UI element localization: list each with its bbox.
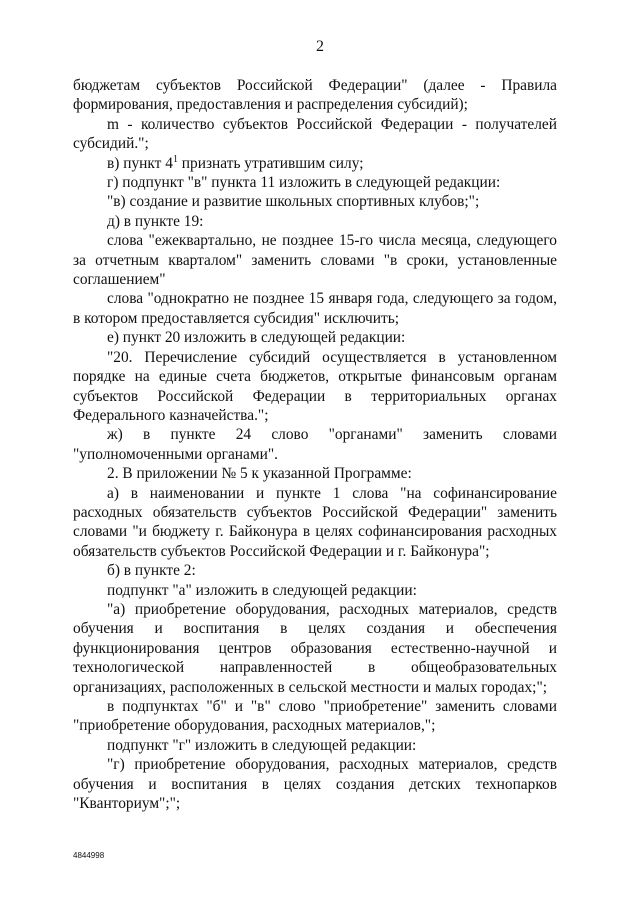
paragraph: m - количество субъектов Российской Федерации - получателей субсидий."; [73,115,557,153]
paragraph: слова "однократно не позднее 15 января года, следующего за годом, в котором предоставляется субсидия" исключить; [73,290,557,327]
paragraph: бюджетам субъектов Российской Федерации" (далее - Правила формирования, предоставления и распределения субсидий); [73,77,557,114]
paragraph: б) в пункте 2: [107,562,196,580]
paragraph: слова "ежеквартально, не позднее 15-го числа месяца, следующего за отчетным кварталом" заменить словами "в сроки, установленные соглашением" [73,232,557,289]
paragraph: "г) приобретение оборудования, расходных материалов, средств обучения и воспитания в целях создания детских технопарков "Кванториум";"; [73,756,557,813]
superscript: 1 [172,153,178,165]
paragraph: д) в пункте 19: [107,212,204,230]
paragraph: "а) приобретение оборудования, расходных материалов, средств обучения и воспитания в целях создания и обеспечения функционирования центров образования естественно-научной и технологической направленностей в общеобразовательных организациях, расположенных в сельской местности и малых городах;"; [73,600,557,696]
paragraph-text: в) пункт 4 [107,154,173,172]
paragraph-text: признать утратившим силу; [177,154,364,172]
page-number: 2 [316,38,324,55]
paragraph: подпункт "а" изложить в следующей редакции: [107,581,417,599]
paragraph: 2. В приложении № 5 к указанной Программе: [107,465,412,483]
paragraph: г) подпункт "в" пункта 11 изложить в следующей редакции: [107,174,501,192]
paragraph: подпункт "г" изложить в следующей редакции: [107,736,417,754]
paragraph: в подпунктах "б" и "в" слово "приобретение" заменить словами "приобретение оборудования, расходных материалов,"; [73,698,557,735]
paragraph: а) в наименовании и пункте 1 слова "на софинансирование расходных обязательств субъектов Российской Федерации" заменить словами "и бюджету г. Байконура в целях софинансирования расходных обязательств субъектов Российской Федерации и г. Байконура"; [73,484,557,560]
paragraph [73,154,557,173]
document-body [73,76,557,813]
paragraph: "в) создание и развитие школьных спортивных клубов;"; [107,193,480,211]
document-code: 4844998 [73,851,105,860]
paragraph: "20. Перечисление субсидий осуществляется в установленном порядке на единые счета бюджетов, открытые финансовым органам субъектов Российской Федерации в территориальных органах Федерального казначейства."; [73,348,557,424]
paragraph: е) пункт 20 изложить в следующей редакции: [107,329,406,347]
paragraph: ж) в пункте 24 слово "органами" заменить словами "уполномоченными органами". [73,426,557,463]
